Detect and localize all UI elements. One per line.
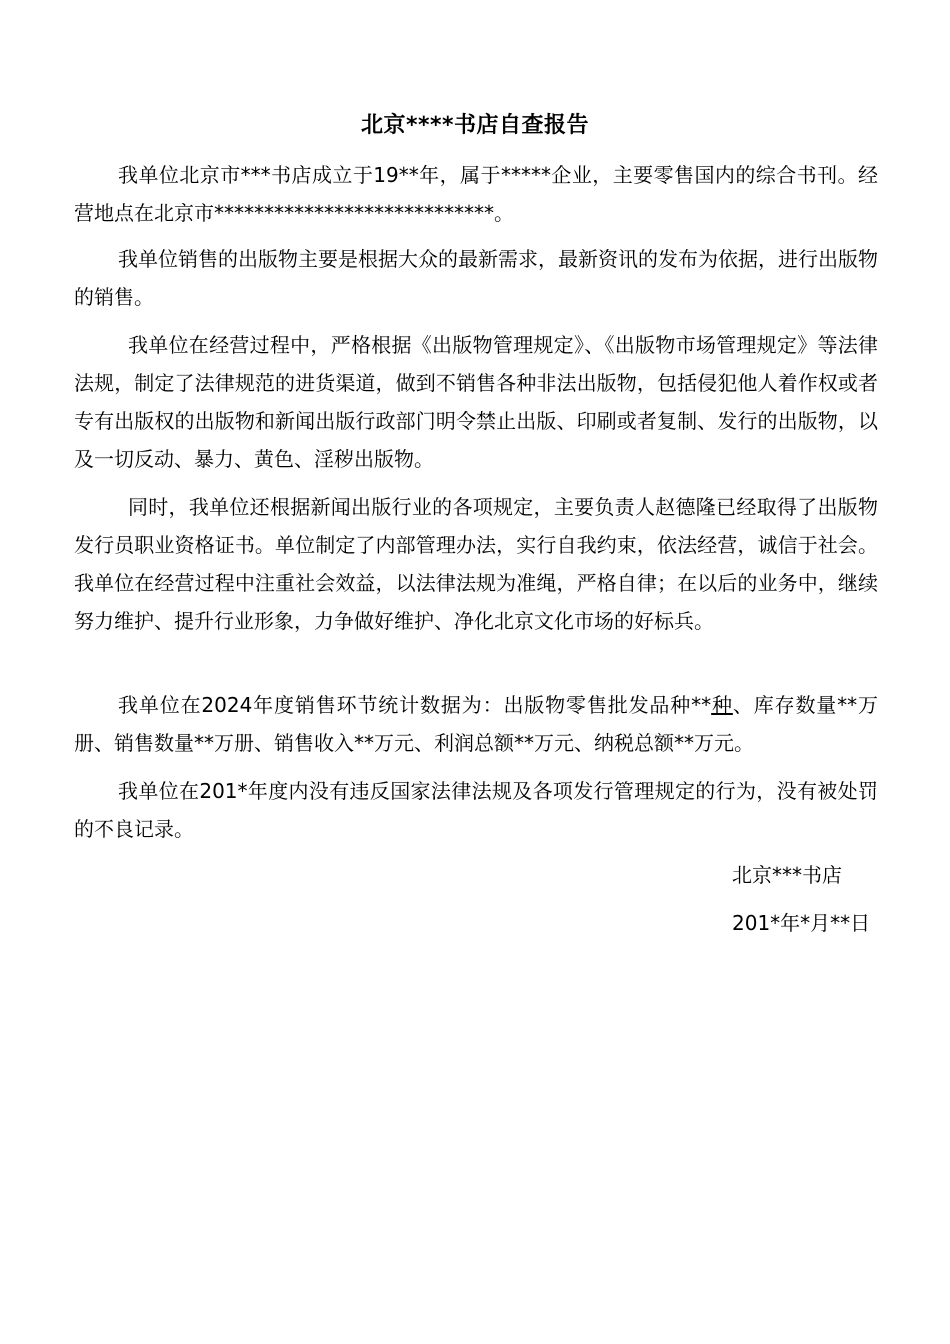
paragraph-statistics [74,686,878,762]
paragraph-management: 同时，我单位还根据新闻出版行业的各项规定，主要负责人赵德隆已经取得了出版物发行员职业资格证书。单位制定了内部管理办法，实行自我约束，依法经营，诚信于社会。我单位在经营过程中注重社会效益，以法律法规为准绳，严格自律；在以后的业务中，继续努力维护、提升行业形象，力争做好维护、净化北京文化市场的好标兵。 [74,495,878,633]
statistics-text-end: 、库存数量**万册、销售数量**万册、销售收入**万元、利润总额**万元、纳税总额**万元。 [74,693,879,755]
signature-name: 北京***书店 [732,863,842,887]
statistics-text-start: 我单位在2024年度销售环节统计数据为：出版物零售批发品种** [118,693,712,717]
paragraph-no-violations: 我单位在201*年度内没有违反国家法律法规及各项发行管理规定的行为，没有被处罚的不良记录。 [74,779,878,841]
paragraph-founding: 我单位北京市***书店成立于19**年，属于*****企业，主要零售国内的综合书刊。经营地点在北京市****************************。 [74,163,878,225]
signature-date: 201*年*月**日 [732,911,871,935]
document-title: 北京****书店自查报告 [360,113,590,138]
statistics-underlined-word: 种 [711,693,733,717]
paragraph-compliance: 我单位在经营过程中，严格根据《出版物管理规定》、《出版物市场管理规定》等法律法规，制定了法律规范的进货渠道，做到不销售各种非法出版物，包括侵犯他人着作权或者专有出版权的出版物和新闻出版行政部门明令禁止出版、印刷或者复制、发行的出版物，以及一切反动、暴力、黄色、淫秽出版物。 [74,333,878,471]
paragraph-sales-basis: 我单位销售的出版物主要是根据大众的最新需求，最新资讯的发布为依据，进行出版物的销售。 [74,247,878,309]
